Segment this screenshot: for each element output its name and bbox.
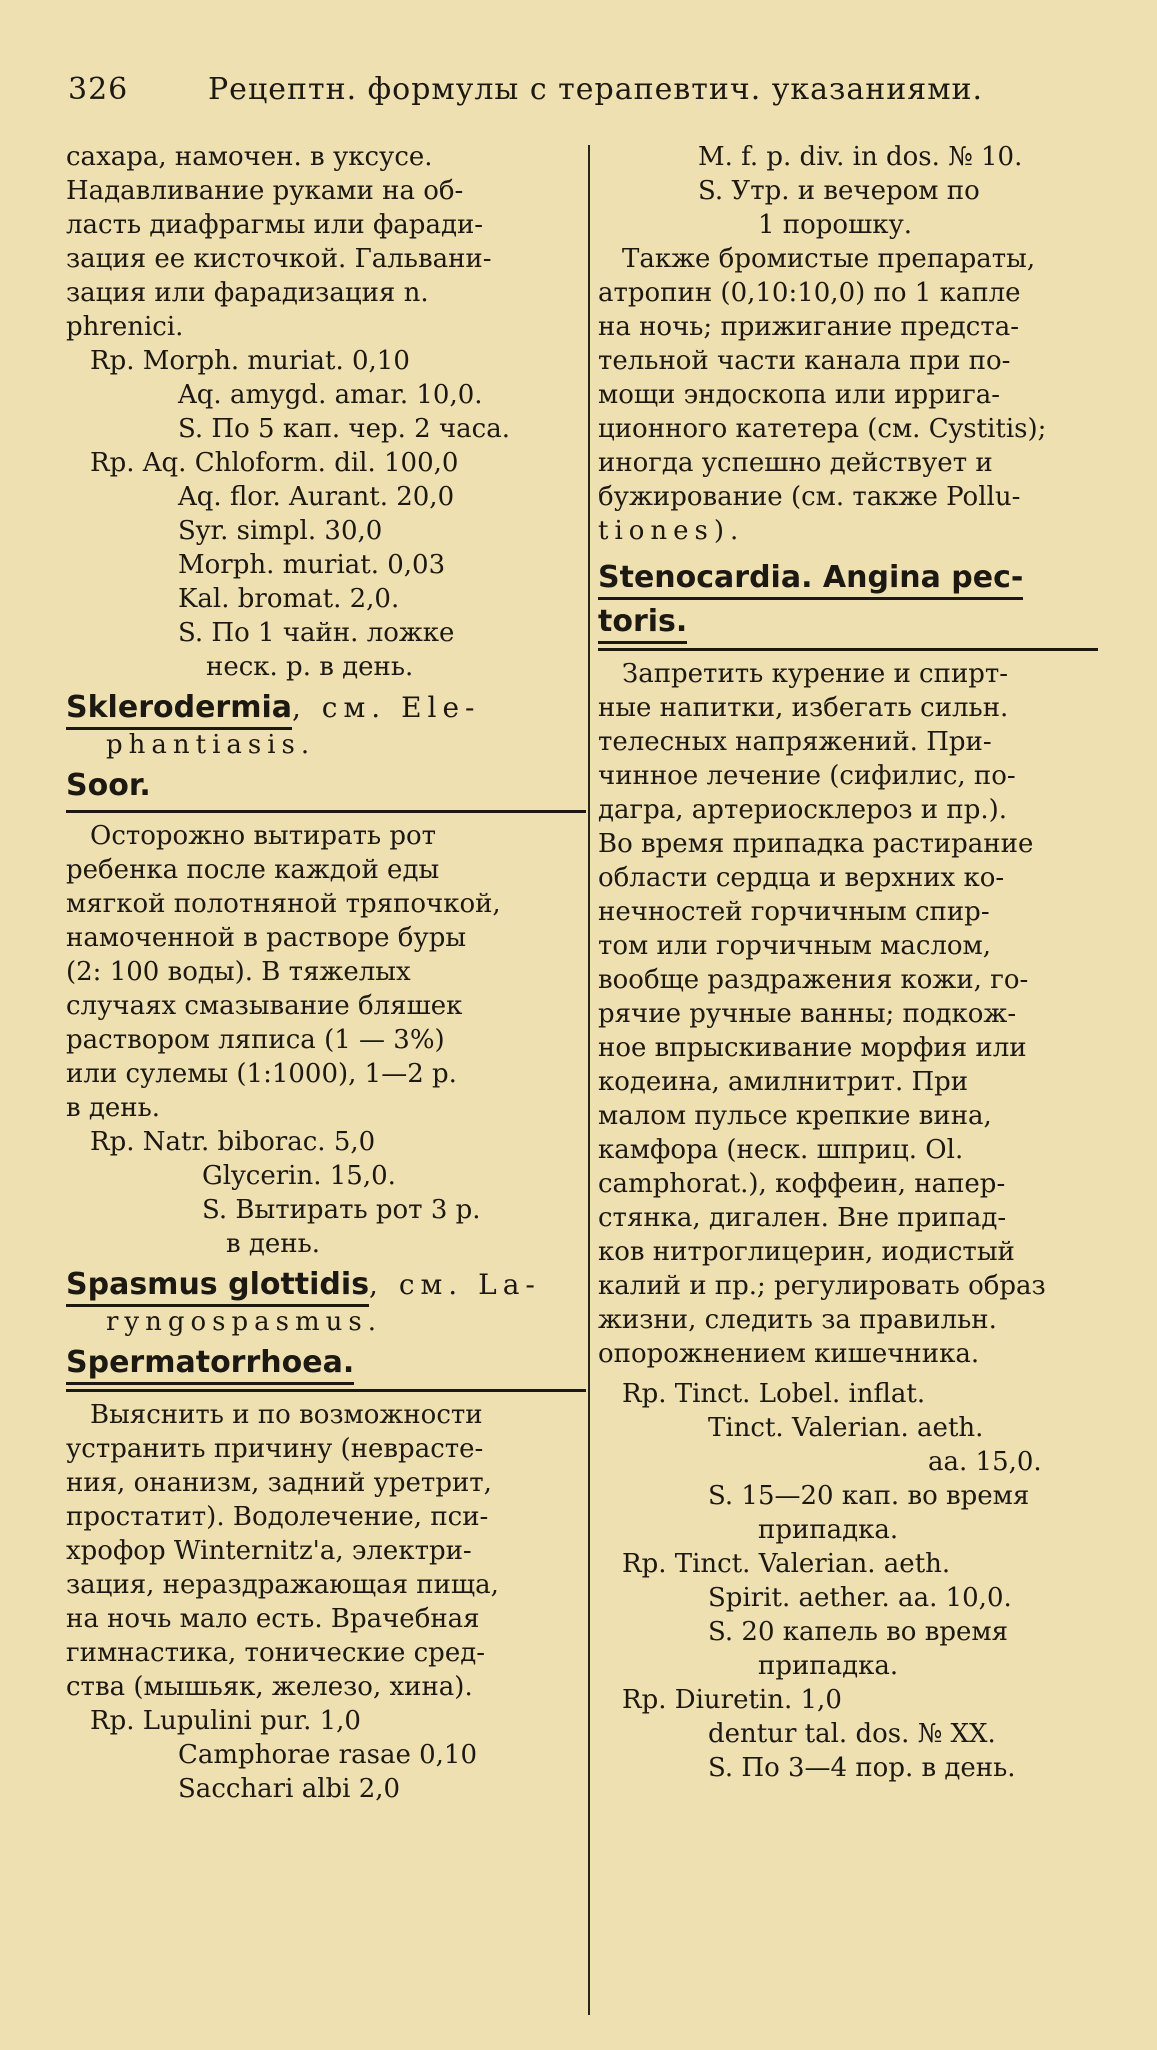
rx-line: Rp. Tinct. Valerian. aeth. [622, 1549, 951, 1579]
entry-stenocardia-title [598, 558, 1098, 598]
stenocardia-text [598, 657, 1098, 1371]
rx-line: S. Утр. и вечером по [698, 176, 980, 206]
heading-rule [66, 810, 586, 813]
rx-line: Rp. Morph. muriat. 0,10 [90, 346, 410, 376]
rx-line: Rp. Natr. biborac. 5,0 [90, 1127, 376, 1157]
left-column [66, 140, 586, 1806]
spermatorrhoea-text [66, 1398, 586, 1704]
text-line: ния, онанизм, задний уретрит, [66, 1468, 492, 1498]
text-line: нечностей горчичным спир- [598, 897, 990, 927]
text-line: атропин (0,10:10,0) по 1 капле [598, 278, 1021, 308]
spacer [598, 548, 1098, 554]
rx-line: Glycerin. 15,0. [202, 1161, 396, 1191]
text-line: простатит). Водолечение, пси- [66, 1502, 489, 1532]
text-line: ционного катетера (см. Cystitis); [598, 414, 1047, 444]
text-line: кодеина, амилнитрит. При [598, 1067, 969, 1097]
prescription-morphine [66, 344, 586, 446]
text-line: Запретить курение и спирт- [622, 659, 1009, 689]
text-line: или сулемы (1:1000), 1—2 р. [66, 1059, 457, 1089]
text-line: области сердца и верхних ко- [598, 863, 1005, 893]
rx-line: Sacchari albi 2,0 [178, 1774, 401, 1804]
text-line: вообще раздражения кожи, го- [598, 965, 1029, 995]
page-header [68, 58, 1088, 118]
text-line: раствором ляписа (1 — 3%) [66, 1025, 445, 1055]
entry-title: toris. [598, 604, 687, 644]
text-line: рячие ручные ванны; подкож- [598, 999, 1017, 1029]
heading-rule [66, 1389, 586, 1392]
text-line: жизни, следить за правильн. [598, 1305, 997, 1335]
entry-title: Stenocardia. Angina pec- [598, 560, 1023, 600]
text-line: зация, нераздражающая пища, [66, 1570, 499, 1600]
entry-spasmus [66, 1265, 586, 1305]
entry-spermatorrhoea-title [66, 1343, 586, 1383]
rx-line: M. f. p. div. in dos. № 10. [698, 142, 1023, 172]
text-line: иногда успешно действует и [598, 448, 993, 478]
rx-line: Spirit. aether. aa. 10,0. [708, 1583, 1012, 1613]
text-line: намоченной в растворе буры [66, 923, 467, 953]
text-line: сахара, намочен. в уксусе. [66, 142, 433, 172]
text-line: том или горчичным маслом, [598, 931, 992, 961]
text-line: ные напитки, избегать сильн. [598, 693, 1009, 723]
rx-line: aa. 15,0. [928, 1447, 1042, 1477]
entry-title: Spasmus glottidis [66, 1267, 369, 1307]
soor-text [66, 819, 586, 1125]
rx-line: Camphorae rasae 0,10 [178, 1740, 477, 1770]
rx-line: Rp. Diuretin. 1,0 [622, 1685, 842, 1715]
rx-line: S. По 5 кап. чер. 2 часа. [178, 414, 510, 444]
rx-line: Aq. flor. Aurant. 20,0 [178, 482, 455, 512]
entry-reference: , см. La- [369, 1268, 541, 1301]
text-line: стянка, дигален. Вне припад- [598, 1203, 1007, 1233]
entry-stenocardia-title-cont [598, 602, 1098, 642]
text-line: хрофор Winternitz'a, электри- [66, 1536, 472, 1566]
entry-reference-cont: phantiasis. [106, 730, 316, 760]
text-line: малом пульсе крепкие вина, [598, 1101, 992, 1131]
running-title: Рецептн. формулы с терапевтич. указаниями. [208, 72, 984, 107]
rx-line: припадка. [758, 1515, 899, 1545]
right-column [590, 140, 1098, 1785]
text-line: телесных напряжений. При- [598, 727, 992, 757]
rx-line: Kal. bromat. 2,0. [178, 584, 400, 614]
text-line: ков нитроглицерин, иодистый [598, 1237, 1015, 1267]
rx-line: Rp. Aq. Chloform. dil. 100,0 [90, 448, 459, 478]
entry-title: Soor. [66, 768, 151, 803]
text-line: Надавливание руками на об- [66, 176, 464, 206]
rx-line: Aq. amygd. amar. 10,0. [178, 380, 483, 410]
text-line: в день. [66, 1093, 161, 1123]
prescription-continued [598, 140, 1098, 242]
rx-line: Syr. simpl. 30,0 [178, 516, 383, 546]
text-line: ное впрыскивание морфия или [598, 1033, 1027, 1063]
prescription-borax [66, 1125, 586, 1261]
text-line: чинное лечение (сифилис, по- [598, 761, 1016, 791]
entry-reference-cont: ryngospasmus. [106, 1307, 382, 1337]
text-line: мощи эндоскопа или ирригa- [598, 380, 1001, 410]
rx-line: S. 15—20 кап. во время [708, 1481, 1030, 1511]
text-line: tiones). [598, 516, 745, 546]
text-line: на ночь мало есть. Врачебная [66, 1604, 480, 1634]
rx-line: припадка. [758, 1651, 899, 1681]
text-line: Также бромистые препараты, [622, 244, 1036, 274]
prescription-diuretin [598, 1683, 1098, 1785]
rx-line: Morph. muriat. 0,03 [178, 550, 446, 580]
prescription-chloroform [66, 446, 586, 684]
rx-line: S. По 3—4 пор. в день. [708, 1753, 1016, 1783]
text-line: устранить причину (неврасте- [66, 1434, 484, 1464]
rx-line: S. 20 капель во время [708, 1617, 1009, 1647]
text-line: зация или фарадизация n. [66, 278, 429, 308]
text-line: ства (мышьяк, железо, хина). [66, 1672, 473, 1702]
rx-line: dentur tal. dos. № XX. [708, 1719, 996, 1749]
heading-rule [598, 648, 1098, 651]
rx-line: S. Вытирать рот 3 р. [202, 1195, 481, 1225]
prescription-lobelia [598, 1377, 1098, 1547]
rx-line: в день. [226, 1229, 321, 1259]
entry-title: Spermatorrhoea. [66, 1345, 354, 1385]
text-line: ласть диафрагмы или фаради- [66, 210, 484, 240]
entry-reference: , см. Ele- [292, 691, 481, 724]
prescription-lupulin [66, 1704, 586, 1806]
page-number: 326 [68, 72, 129, 107]
text-line: калий и пр.; регулировать образ [598, 1271, 1046, 1301]
text-line: бужирование (см. также Pollu- [598, 482, 1021, 512]
text-line: камфора (неск. шприц. Ol. [598, 1135, 964, 1165]
text-line: camphorat.), коффеин, напер- [598, 1169, 1006, 1199]
rx-line: S. По 1 чайн. ложке [178, 618, 455, 648]
continued-paragraph [598, 242, 1098, 548]
text-line: на ночь; прижигание предста- [598, 312, 1020, 342]
text-line: Выяснить и по возможности [90, 1400, 483, 1430]
text-line: phrenici. [66, 312, 184, 342]
text-line: мягкой полотняной тряпочкой, [66, 889, 501, 919]
text-line: зация ее кисточкой. Гальвани- [66, 244, 492, 274]
intro-paragraph [66, 140, 586, 344]
text-line: ребенка после каждой еды [66, 855, 440, 885]
prescription-valerian [598, 1547, 1098, 1683]
rx-line: Rp. Lupulini pur. 1,0 [90, 1706, 361, 1736]
text-line: гимнастика, тонические сред- [66, 1638, 486, 1668]
entry-title: Sklerodermia [66, 690, 292, 730]
rx-line: Tinct. Valerian. aeth. [708, 1413, 984, 1443]
rx-line: неск. р. в день. [206, 652, 414, 682]
text-line: дагра, артериосклероз и пр.). [598, 795, 1008, 825]
entry-soor-title [66, 766, 586, 806]
text-line: случаях смазывание бляшек [66, 991, 463, 1021]
text-line: (2: 100 воды). В тяжелых [66, 957, 411, 987]
rx-line: 1 порошку. [758, 210, 913, 240]
text-line: Во время припадка растирание [598, 829, 1034, 859]
text-line: тельной части канала при по- [598, 346, 1011, 376]
entry-sklerodermia [66, 688, 586, 728]
rx-line: Rp. Tinct. Lobel. inflat. [622, 1379, 926, 1409]
text-line: опорожнением кишечника. [598, 1339, 980, 1369]
text-line: Осторожно вытирать рот [90, 821, 437, 851]
